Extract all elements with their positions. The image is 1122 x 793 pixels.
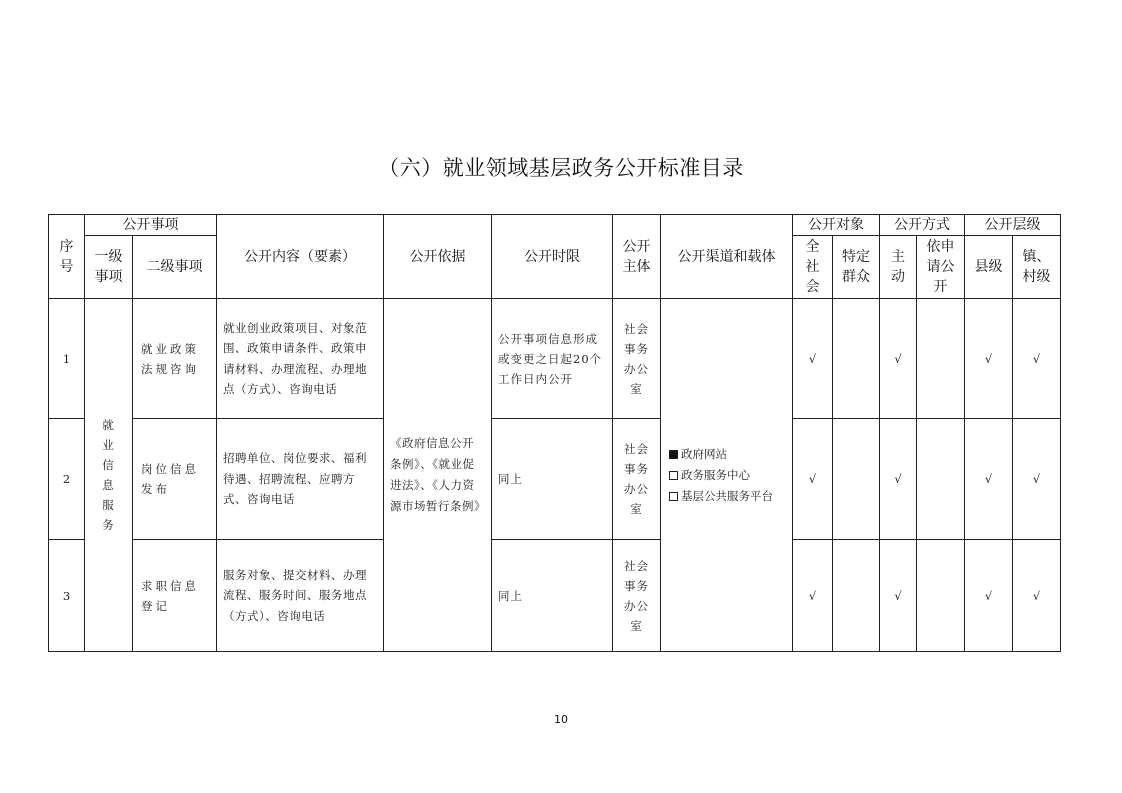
row-seq: 2 [49, 419, 85, 540]
check-level-town: √ [1013, 299, 1061, 419]
header-level2: 二级事项 [133, 236, 217, 299]
header-content: 公开内容（要素） [217, 215, 384, 299]
check-level-town: √ [1013, 419, 1061, 540]
row-level2: 岗位信息发布 [133, 419, 217, 540]
header-channel: 公开渠道和载体 [661, 215, 793, 299]
header-level-town: 镇、村级 [1013, 236, 1061, 299]
header-level1: 一级事项 [85, 236, 133, 299]
check-audience-specific [833, 419, 880, 540]
check-method-request [917, 540, 965, 652]
header-method: 公开方式 [880, 215, 965, 236]
row-subject: 社会事务办公室 [613, 419, 661, 540]
check-method-request [917, 419, 965, 540]
check-audience-all: √ [793, 419, 833, 540]
checked-box-icon [669, 450, 678, 459]
header-audience-all: 全社会 [793, 236, 833, 299]
row-subject: 社会事务办公室 [613, 299, 661, 419]
check-method-active: √ [880, 419, 917, 540]
check-audience-all: √ [793, 540, 833, 652]
header-seq: 序号 [49, 215, 85, 299]
header-public-items: 公开事项 [85, 215, 217, 236]
catalog-table [48, 214, 1061, 652]
row-time-limit: 同上 [492, 419, 613, 540]
level1-item: 就业信息服务 [85, 299, 133, 652]
row-level2: 就业政策法规咨询 [133, 299, 217, 419]
page-number: 10 [554, 713, 568, 726]
header-level-county: 县级 [965, 236, 1013, 299]
row-content: 招聘单位、岗位要求、福利待遇、招聘流程、应聘方式、咨询电话 [217, 419, 384, 540]
check-audience-specific [833, 540, 880, 652]
header-time-limit: 公开时限 [492, 215, 613, 299]
header-method-active: 主动 [880, 236, 917, 299]
table-row [49, 419, 1061, 540]
check-level-county: √ [965, 299, 1013, 419]
header-subject: 公开主体 [613, 215, 661, 299]
check-level-county: √ [965, 540, 1013, 652]
header-method-request: 依申请公开 [917, 236, 965, 299]
row-subject: 社会事务办公室 [613, 540, 661, 652]
row-seq: 1 [49, 299, 85, 419]
header-audience-specific: 特定群众 [833, 236, 880, 299]
channel-item: 政务服务中心 [669, 465, 792, 486]
channel-item: 政府网站 [669, 444, 792, 465]
row-content: 服务对象、提交材料、办理流程、服务时间、服务地点（方式）、咨询电话 [217, 540, 384, 652]
page-title: （六）就业领域基层政务公开标准目录 [378, 156, 744, 180]
check-audience-specific [833, 299, 880, 419]
unchecked-box-icon [669, 471, 678, 480]
check-method-active: √ [880, 540, 917, 652]
header-level: 公开层级 [965, 215, 1061, 236]
unchecked-box-icon [669, 492, 678, 501]
basis-text: 《政府信息公开条例》、《就业促进法》、《人力资源市场暂行条例》 [384, 299, 492, 652]
table-row [49, 299, 1061, 419]
row-time-limit: 同上 [492, 540, 613, 652]
row-level2: 求职信息登记 [133, 540, 217, 652]
header-basis: 公开依据 [384, 215, 492, 299]
header-row-top [49, 215, 1061, 236]
row-content: 就业创业政策项目、对象范围、政策申请条件、政策申请材料、办理流程、办理地点（方式）、咨询电话 [217, 299, 384, 419]
check-method-request [917, 299, 965, 419]
row-seq: 3 [49, 540, 85, 652]
check-method-active: √ [880, 299, 917, 419]
check-level-county: √ [965, 419, 1013, 540]
channel-item: 基层公共服务平台 [669, 486, 792, 507]
channel-list [661, 299, 793, 652]
check-audience-all: √ [793, 299, 833, 419]
check-level-town: √ [1013, 540, 1061, 652]
header-audience: 公开对象 [793, 215, 880, 236]
row-time-limit: 公开事项信息形成或变更之日起20个工作日内公开 [492, 299, 613, 419]
table-row [49, 540, 1061, 652]
